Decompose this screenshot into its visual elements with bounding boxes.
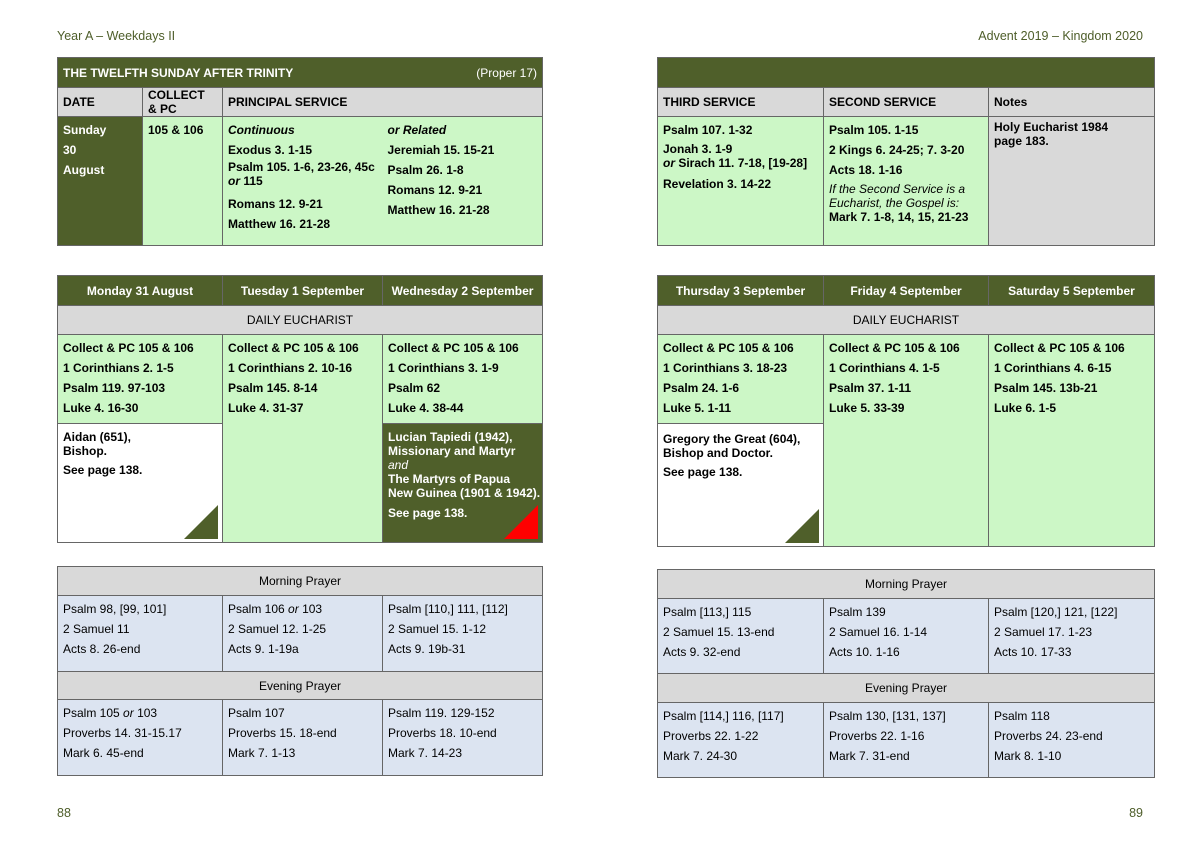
reading: Proverbs 24. 23-end: [994, 729, 1103, 743]
commemoration-title: Bishop and Doctor.: [663, 446, 774, 460]
reading: Proverbs 15. 18-end: [228, 726, 337, 740]
day-header-thursday: Thursday 3 September: [658, 276, 824, 306]
lesser-festival-marker-icon: [785, 509, 819, 543]
commemoration-monday: [58, 424, 223, 543]
reading: Acts 10. 1-16: [829, 645, 900, 659]
commemoration-name: Aidan (651),: [63, 430, 132, 444]
reading: Psalm 24. 1-6: [663, 381, 740, 395]
note-line: If the Second Service is a: [829, 182, 966, 196]
reading: Luke 5. 1-11: [663, 401, 732, 415]
evening-prayer-header: Evening Prayer: [58, 672, 543, 700]
page-number-right: 89: [1129, 806, 1143, 820]
morning-prayer-friday: [824, 599, 989, 674]
reading: Psalm 145. 8-14: [228, 381, 318, 395]
sunday-other-services-table: [657, 57, 1155, 246]
or-text: or: [123, 706, 134, 720]
continuous-label: Continuous: [228, 123, 295, 137]
reading-text: Psalm 106: [228, 602, 285, 616]
reading: Acts 8. 26-end: [63, 642, 141, 656]
note-line: page 183.: [994, 134, 1049, 148]
or-text: or: [228, 174, 240, 188]
reading: Luke 4. 38-44: [388, 401, 464, 415]
morning-prayer-header: Morning Prayer: [658, 570, 1155, 599]
reading: Luke 4. 16-30: [63, 401, 139, 415]
day-header-friday: Friday 4 September: [824, 276, 989, 306]
evening-prayer-wednesday: [383, 700, 543, 776]
commemoration-title: Bishop.: [63, 444, 107, 458]
weekday-eucharist-table-right: [657, 275, 1155, 547]
reading: Collect & PC 105 & 106: [994, 341, 1125, 355]
reading: 1 Corinthians 2. 10-16: [228, 361, 353, 375]
evening-prayer-monday: [58, 700, 223, 776]
reading: Mark 7. 31-end: [829, 749, 910, 763]
martyr-marker-icon: [504, 505, 538, 539]
day-header-wednesday: Wednesday 2 September: [383, 276, 543, 306]
reading: Luke 5. 33-39: [829, 401, 905, 415]
sunday-title: THE TWELFTH SUNDAY AFTER TRINITY: [63, 65, 294, 80]
reading: Mark 7. 24-30: [663, 749, 738, 763]
reading-text: 103: [302, 602, 323, 616]
see-page-ref: See page 138.: [663, 465, 743, 479]
commemoration-thursday: [658, 424, 824, 547]
day-header-saturday: Saturday 5 September: [989, 276, 1155, 306]
notes-cell: [989, 117, 1155, 246]
readings-friday: [824, 335, 989, 547]
reading: Psalm [110,] 111, [112]: [388, 602, 508, 616]
evening-prayer-friday: [824, 703, 989, 778]
reading: Psalm 119. 97-103: [63, 381, 166, 395]
reading: Acts 10. 17-33: [994, 645, 1072, 659]
daily-offices-table-right: [657, 569, 1155, 778]
reading: Acts 9. 32-end: [663, 645, 741, 659]
and-text: and: [388, 458, 409, 472]
reading: Collect & PC 105 & 106: [663, 341, 794, 355]
reading: 1 Corinthians 3. 1-9: [388, 361, 499, 375]
evening-prayer-header: Evening Prayer: [658, 674, 1155, 703]
reading: Psalm 107. 1-32: [663, 123, 753, 137]
reading: Proverbs 14. 31-15.17: [63, 726, 182, 740]
reading: Psalm 118: [994, 709, 1050, 723]
reading: Psalm 130, [131, 137]: [829, 709, 946, 723]
reading: Acts 9. 1-19a: [228, 642, 299, 656]
reading: 1 Corinthians 4. 6-15: [994, 361, 1112, 375]
day-header-monday: Monday 31 August: [58, 276, 223, 306]
reading: 2 Samuel 17. 1-23: [994, 625, 1093, 639]
reading: 2 Kings 6. 24-25; 7. 3-20: [829, 143, 965, 157]
reading: Mark 8. 1-10: [994, 749, 1062, 763]
reading: Acts 18. 1-16: [829, 163, 903, 177]
reading: 2 Samuel 12. 1-25: [228, 622, 327, 636]
date-number: 30: [63, 143, 77, 157]
sunday-principal-table: [57, 57, 543, 246]
readings-thursday: [658, 335, 824, 424]
commemoration-name: New Guinea (1901 & 1942).: [388, 486, 541, 500]
reading-text: 115: [243, 174, 263, 188]
reading: Mark 7. 1-8, 14, 15, 21-23: [829, 210, 969, 224]
readings-saturday: [989, 335, 1155, 547]
reading: 2 Samuel 15. 13-end: [663, 625, 775, 639]
proper-label: (Proper 17): [476, 65, 537, 80]
commemoration-title: Missionary and Martyr: [388, 444, 516, 458]
reading-alt: [63, 703, 217, 723]
principal-service-header: PRINCIPAL SERVICE: [223, 88, 543, 117]
reading: 1 Corinthians 2. 1-5: [63, 361, 174, 375]
commemoration-wednesday: [383, 424, 543, 543]
running-header-right: Advent 2019 – Kingdom 2020: [978, 29, 1143, 43]
reading-text: 103: [137, 706, 158, 720]
reading: Mark 7. 1-13: [228, 746, 296, 760]
commemoration-name: Gregory the Great (604),: [663, 432, 801, 446]
reading: 2 Samuel 11: [63, 622, 130, 636]
reading: Jonah 3. 1-9: [663, 142, 733, 156]
daily-offices-table-left: [57, 566, 543, 776]
reading: Proverbs 22. 1-16: [829, 729, 925, 743]
reading: Collect & PC 105 & 106: [829, 341, 960, 355]
reading: Proverbs 22. 1-22: [663, 729, 759, 743]
reading-text: Sirach 11. 7-18, [19-28]: [678, 156, 808, 170]
collect-header-line1: COLLECT: [148, 88, 205, 102]
reading: Psalm 62: [388, 381, 441, 395]
related-readings-cell: [383, 117, 543, 246]
daily-eucharist-label: DAILY EUCHARIST: [58, 306, 543, 335]
third-service-cell: [658, 117, 824, 246]
evening-prayer-tuesday: [223, 700, 383, 776]
reading: 1 Corinthians 3. 18-23: [663, 361, 788, 375]
reading: Psalm 139: [829, 605, 886, 619]
see-page-ref: See page 138.: [388, 506, 468, 520]
daily-eucharist-label: DAILY EUCHARIST: [658, 306, 1155, 335]
reading: Collect & PC 105 & 106: [63, 341, 194, 355]
sunday-date-cell: [58, 117, 143, 246]
reading: Psalm 26. 1-8: [387, 163, 464, 177]
third-service-header: THIRD SERVICE: [658, 88, 824, 117]
day-header-tuesday: Tuesday 1 September: [223, 276, 383, 306]
related-label: or Related: [387, 123, 447, 137]
morning-prayer-monday: [58, 596, 223, 672]
reading: Psalm 107: [228, 706, 285, 720]
reading-alt: [228, 174, 378, 188]
readings-monday: [58, 335, 223, 424]
collect-header-line2: & PC: [148, 102, 177, 116]
date-column-header: DATE: [58, 88, 143, 117]
reading: Matthew 16. 21-28: [387, 203, 490, 217]
reading: Collect & PC 105 & 106: [228, 341, 359, 355]
commemoration-name: Lucian Tapiedi (1942),: [388, 430, 513, 444]
reading: Proverbs 18. 10-end: [388, 726, 497, 740]
reading: Psalm [114,] 116, [117]: [663, 709, 784, 723]
second-service-header: SECOND SERVICE: [824, 88, 989, 117]
morning-prayer-saturday: [989, 599, 1155, 674]
notes-header: Notes: [989, 88, 1155, 117]
commemoration-name: The Martyrs of Papua: [388, 472, 511, 486]
morning-prayer-wednesday: [383, 596, 543, 672]
date-month: August: [63, 163, 105, 177]
morning-prayer-header: Morning Prayer: [58, 567, 543, 596]
evening-prayer-thursday: [658, 703, 824, 778]
reading: Matthew 16. 21-28: [228, 217, 331, 231]
reading: Psalm 119. 129-152: [388, 706, 495, 720]
reading: Psalm [113,] 115: [663, 605, 752, 619]
reading: Luke 6. 1-5: [994, 401, 1057, 415]
or-text: or: [288, 602, 299, 616]
date-day: Sunday: [63, 123, 107, 137]
second-service-cell: [824, 117, 989, 246]
lesser-festival-marker-icon: [184, 505, 218, 539]
reading: Mark 7. 14-23: [388, 746, 463, 760]
or-text: or: [663, 156, 675, 170]
weekday-eucharist-table-left: [57, 275, 543, 543]
sunday-title-row: [58, 58, 543, 88]
running-header-left: Year A – Weekdays II: [57, 29, 176, 43]
readings-wednesday: [383, 335, 543, 424]
continuous-readings-cell: [223, 117, 383, 246]
reading: Psalm 105. 1-15: [829, 123, 919, 137]
note-line: Eucharist, the Gospel is:: [829, 196, 960, 210]
reading: Psalm 37. 1-11: [829, 381, 912, 395]
readings-tuesday: [223, 335, 383, 543]
reading: Psalm 105. 1-6, 23-26, 45c: [228, 160, 375, 174]
reading: 1 Corinthians 4. 1-5: [829, 361, 940, 375]
collect-column-header: [143, 88, 223, 117]
reading-text: Psalm 105: [63, 706, 120, 720]
reading: Collect & PC 105 & 106: [388, 341, 519, 355]
sunday-title-row-right: [658, 58, 1155, 88]
reading-alt: [228, 599, 377, 619]
reading: 2 Samuel 16. 1-14: [829, 625, 928, 639]
reading: Mark 6. 45-end: [63, 746, 144, 760]
page-number-left: 88: [57, 806, 71, 820]
reading: Psalm 98, [99, 101]: [63, 602, 167, 616]
sunday-collect-cell: 105 & 106: [143, 117, 223, 246]
reading-alt: [663, 156, 818, 170]
reading: Jeremiah 15. 15-21: [387, 143, 495, 157]
reading: Exodus 3. 1-15: [228, 143, 313, 157]
see-page-ref: See page 138.: [63, 463, 143, 477]
morning-prayer-thursday: [658, 599, 824, 674]
evening-prayer-saturday: [989, 703, 1155, 778]
reading: Psalm [120,] 121, [122]: [994, 605, 1118, 619]
reading: 2 Samuel 15. 1-12: [388, 622, 487, 636]
reading: Acts 9. 19b-31: [388, 642, 466, 656]
reading: Psalm 145. 13b-21: [994, 381, 1098, 395]
note-line: Holy Eucharist 1984: [994, 120, 1109, 134]
morning-prayer-tuesday: [223, 596, 383, 672]
reading: Luke 4. 31-37: [228, 401, 304, 415]
reading: Romans 12. 9-21: [228, 197, 323, 211]
reading: Romans 12. 9-21: [387, 183, 483, 197]
reading: Revelation 3. 14-22: [663, 177, 772, 191]
